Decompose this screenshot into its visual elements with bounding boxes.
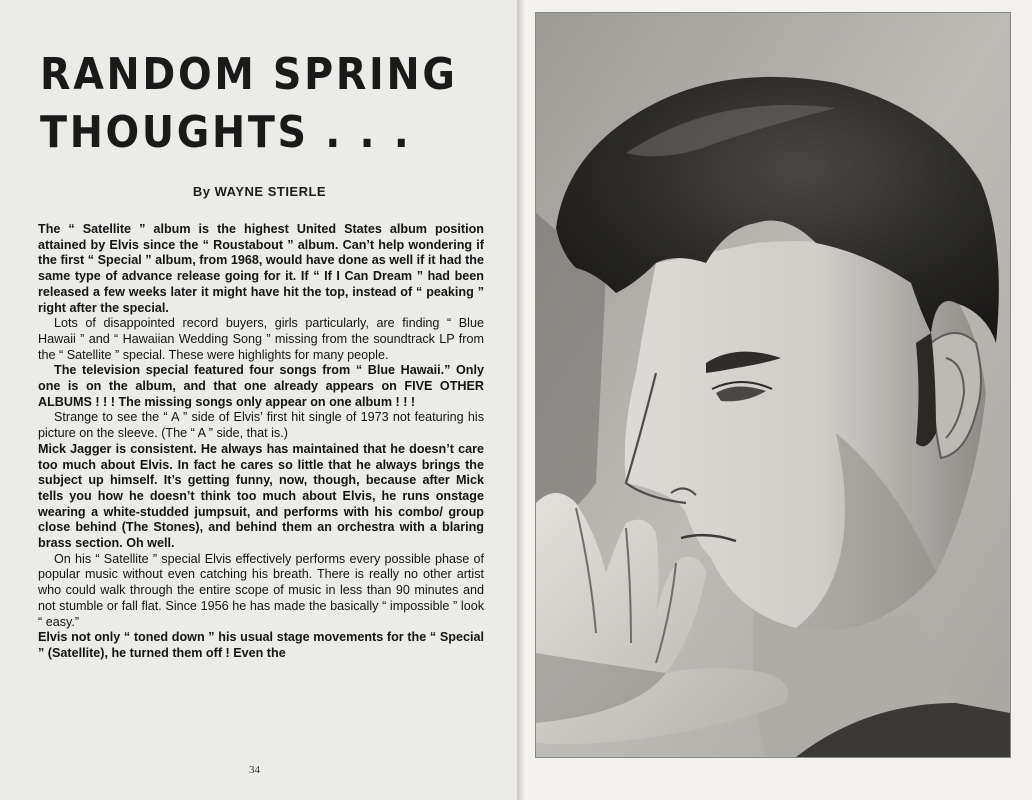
title-line-1: RANDOM SPRING xyxy=(40,49,458,100)
page-gutter xyxy=(517,0,535,800)
paragraph-6: On his “ Satellite ” special Elvis effectively performs every possible phase of popular music without even catching his breath. There is really no other artist who could walk through the entire scope of music in less than 90 minutes and not stumble or fall flat. Since 1956 he has made the basically “ impossible ” look “ easy.” xyxy=(38,551,484,629)
article-body xyxy=(38,222,484,662)
title-line-2: THOUGHTS . . . xyxy=(40,107,412,158)
paragraph-2: Lots of disappointed record buyers, girls particularly, are finding “ Blue Hawaii ” and “ Hawaiian Wedding Song ” missing from the soundtrack LP from the “ Satellite ” special. These were highlights for many people. xyxy=(38,316,484,362)
paragraph-3: The television special featured four songs from “ Blue Hawaii.” Only one is on the album, and that one already appears on FIVE OTHER ALBUMS ! ! ! The missing songs only appear on one album ! ! ! xyxy=(38,363,484,409)
paragraph-4: Strange to see the “ A ” side of Elvis’ first hit single of 1973 not featuring his picture on the sleeve. (The “ A ” side, that is.) xyxy=(38,410,484,441)
paragraph-1: The “ Satellite ” album is the highest United States album position attained by Elvis since the “ Roustabout ” album. Can’t help wondering if the first “ Special ” album, from 1968, would have done as well if it had the same type of advance release going for it. If “ If I Can Dream ” had been released a few weeks later it might have hit the top, instead of “ peaking ” right after the special. xyxy=(38,222,484,315)
portrait-drawing xyxy=(536,13,1010,757)
portrait-illustration xyxy=(535,12,1011,758)
paragraph-5: Mick Jagger is consistent. He always has maintained that he doesn’t care too much about Elvis. In fact he cares so little that he always brings the subject up himself. It’s getting funny, now, though, because after Mick tells you how he doesn’t think too much about Elvis, he runs onstage wearing a white-studded jumpsuit, and performs with his combo/ group close behind (The Stones), and behind them an orchestra with a blaring brass section. Oh well. xyxy=(38,441,484,551)
article-title xyxy=(40,46,458,162)
byline: By WAYNE STIERLE xyxy=(192,184,327,199)
paragraph-7: Elvis not only “ toned down ” his usual stage movements for the “ Special ” (Satellite), he turned them off ! Even the xyxy=(38,630,484,660)
page-number: 34 xyxy=(249,764,260,776)
